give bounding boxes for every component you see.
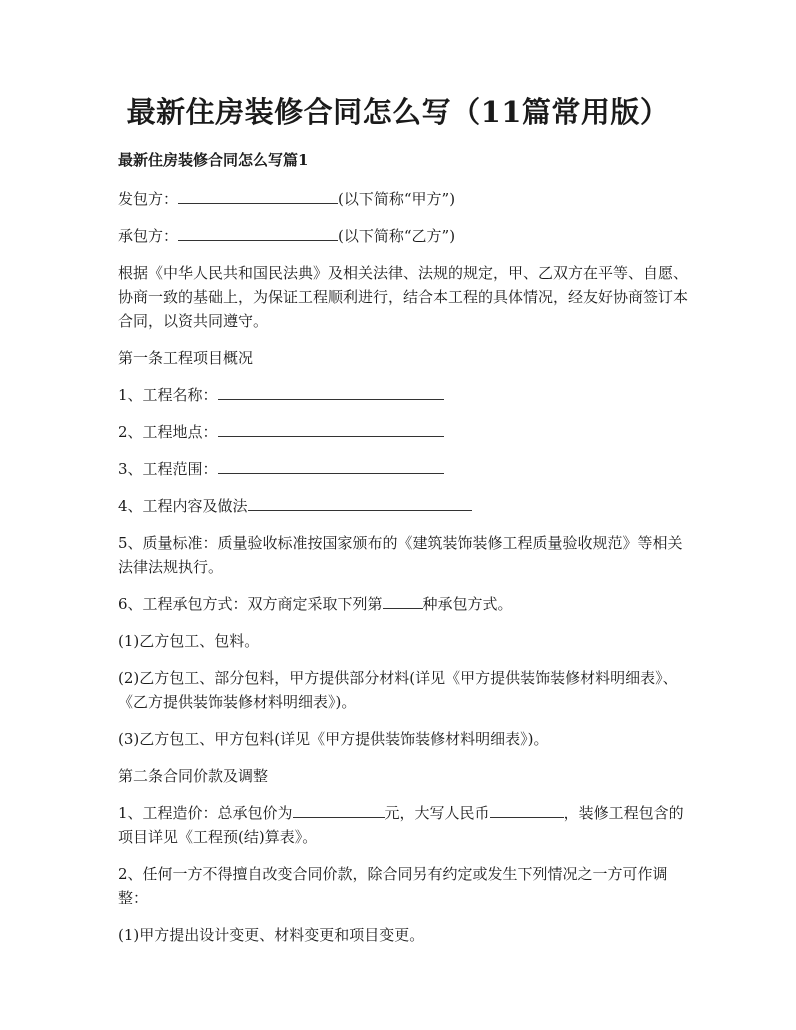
price-adjust-paragraph: 2、任何一方不得擅自改变合同价款，除合同另有约定或发生下列情况之一方可作调整： — [118, 865, 668, 907]
price-blank — [293, 801, 385, 818]
price-rmb-blank — [490, 801, 564, 818]
section-subtitle: 最新住房装修合同怎么写篇1 — [118, 151, 309, 169]
party-b-suffix: (以下简称“乙方”) — [338, 227, 456, 245]
contract-mode-line — [118, 592, 688, 616]
project-name-line — [118, 383, 688, 407]
project-content-blank — [248, 494, 472, 511]
project-name-blank — [218, 383, 444, 400]
contract-price-paragraph — [118, 801, 688, 849]
project-location-line — [118, 420, 688, 444]
project-scope-label: 3、工程范围： — [118, 460, 218, 478]
price-mid: 元，大写人民币 — [384, 804, 490, 822]
project-content-line — [118, 494, 688, 518]
adjust-condition-1: (1)甲方提出设计变更、材料变更和项目变更。 — [118, 926, 425, 944]
project-name-label: 1、工程名称： — [118, 386, 218, 404]
project-scope-blank — [218, 457, 444, 474]
price-post: ，装修工程包含的项目详见《工程预(结)算表》。 — [118, 804, 684, 846]
mode-option-3: (3)乙方包工、甲方包料(详见《甲方提供装饰装修材料明细表》)。 — [118, 730, 549, 748]
project-location-label: 2、工程地点： — [118, 423, 218, 441]
intro-paragraph: 根据《中华人民共和国民法典》及相关法律、法规的规定，甲、乙双方在平等、自愿、协商一致的基础上，为保证工程顺利进行，结合本工程的具体情况，经友好协商签订本合同，以资共同遵守。 — [118, 264, 689, 330]
article2-heading: 第二条合同价款及调整 — [118, 767, 269, 785]
party-a-suffix: (以下简称“甲方”) — [338, 190, 456, 208]
mode-option-1: (1)乙方包工、包料。 — [118, 632, 260, 650]
contract-mode-pre: 6、工程承包方式：双方商定采取下列第 — [118, 595, 383, 613]
party-b-line — [118, 224, 688, 248]
mode-option-2: (2)乙方包工、部分包料，甲方提供部分材料(详见《甲方提供装饰装修材料明细表》、《乙方提供装饰装修材料明细表》)。 — [118, 669, 678, 711]
article1-heading: 第一条工程项目概况 — [118, 349, 254, 367]
contract-mode-blank — [383, 592, 423, 609]
document-body — [118, 148, 688, 960]
project-content-label: 4、工程内容及做法 — [118, 497, 248, 515]
party-a-blank — [178, 187, 338, 204]
price-pre: 1、工程造价：总承包价为 — [118, 804, 293, 822]
party-b-blank — [178, 224, 338, 241]
document-title: 最新住房装修合同怎么写（11篇常用版） — [126, 95, 670, 129]
party-a-line — [118, 187, 688, 211]
party-b-label: 承包方： — [118, 227, 179, 245]
party-a-label: 发包方： — [118, 190, 179, 208]
project-scope-line — [118, 457, 688, 481]
contract-mode-post: 种承包方式。 — [422, 595, 513, 613]
quality-standard-paragraph: 5、质量标准：质量验收标准按国家颁布的《建筑装饰装修工程质量验收规范》等相关法律法规执行。 — [118, 534, 683, 576]
project-location-blank — [218, 420, 444, 437]
